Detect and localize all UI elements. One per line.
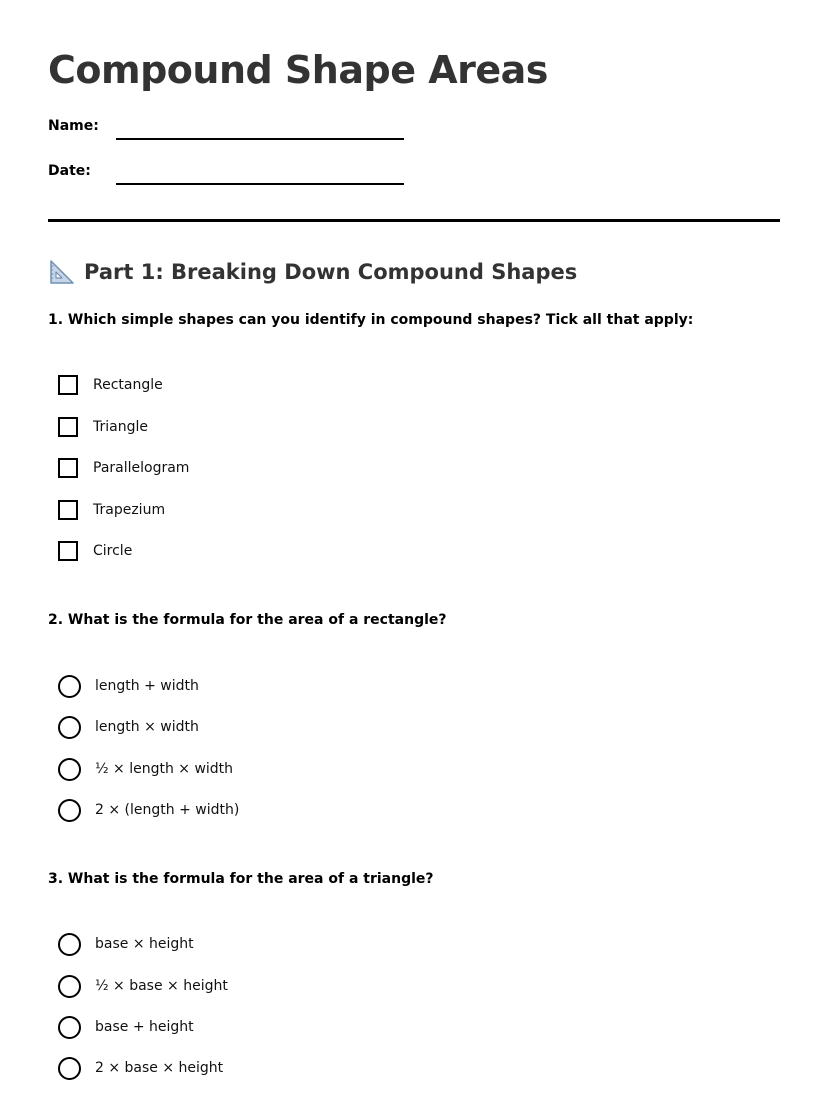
option-label: base + height bbox=[95, 1019, 194, 1035]
name-label: Name: bbox=[48, 118, 99, 134]
option-half-length-width[interactable] bbox=[58, 757, 233, 781]
section-title-text: Part 1: Breaking Down Compound Shapes bbox=[84, 260, 578, 284]
option-label: Parallelogram bbox=[93, 460, 190, 476]
date-line[interactable] bbox=[116, 183, 404, 185]
option-label: Triangle bbox=[93, 419, 148, 435]
option-label: ½ × length × width bbox=[95, 761, 234, 777]
option-circle[interactable] bbox=[58, 539, 132, 563]
option-label: Rectangle bbox=[93, 377, 163, 393]
option-label: Circle bbox=[93, 543, 133, 559]
option-half-base-height[interactable] bbox=[58, 974, 228, 998]
option-base-plus-height[interactable] bbox=[58, 1015, 194, 1039]
option-label: Trapezium bbox=[93, 502, 166, 518]
radio-button[interactable] bbox=[58, 675, 81, 698]
radio-button[interactable] bbox=[58, 933, 81, 956]
option-base-times-height[interactable] bbox=[58, 932, 194, 956]
checkbox[interactable] bbox=[58, 541, 78, 561]
option-length-times-width[interactable] bbox=[58, 715, 199, 739]
option-trapezium[interactable] bbox=[58, 498, 165, 522]
option-label: ½ × base × height bbox=[95, 978, 228, 994]
checkbox[interactable] bbox=[58, 500, 78, 520]
option-rectangle[interactable] bbox=[58, 373, 163, 397]
radio-button[interactable] bbox=[58, 1057, 81, 1080]
page-title: Compound Shape Areas bbox=[48, 48, 548, 92]
question-2: 2. What is the formula for the area of a rectangle? bbox=[48, 612, 447, 628]
checkbox[interactable] bbox=[58, 458, 78, 478]
header-divider bbox=[48, 219, 780, 222]
section-title bbox=[48, 256, 577, 288]
radio-button[interactable] bbox=[58, 799, 81, 822]
option-two-times-sum[interactable] bbox=[58, 798, 239, 822]
option-label: base × height bbox=[95, 936, 194, 952]
radio-button[interactable] bbox=[58, 975, 81, 998]
option-length-plus-width[interactable] bbox=[58, 674, 199, 698]
checkbox[interactable] bbox=[58, 375, 78, 395]
triangle-ruler-icon bbox=[48, 258, 76, 286]
option-triangle[interactable] bbox=[58, 415, 148, 439]
option-label: length × width bbox=[95, 719, 199, 735]
name-line[interactable] bbox=[116, 138, 404, 140]
radio-button[interactable] bbox=[58, 758, 81, 781]
question-3: 3. What is the formula for the area of a triangle? bbox=[48, 871, 434, 887]
option-label: 2 × base × height bbox=[95, 1060, 224, 1076]
option-two-base-height[interactable] bbox=[58, 1056, 223, 1080]
checkbox[interactable] bbox=[58, 417, 78, 437]
radio-button[interactable] bbox=[58, 1016, 81, 1039]
option-label: 2 × (length + width) bbox=[95, 802, 240, 818]
option-parallelogram[interactable] bbox=[58, 456, 189, 480]
radio-button[interactable] bbox=[58, 716, 81, 739]
date-label: Date: bbox=[48, 163, 91, 179]
option-label: length + width bbox=[95, 678, 199, 694]
question-1: 1. Which simple shapes can you identify in compound shapes? Tick all that apply: bbox=[48, 312, 694, 328]
